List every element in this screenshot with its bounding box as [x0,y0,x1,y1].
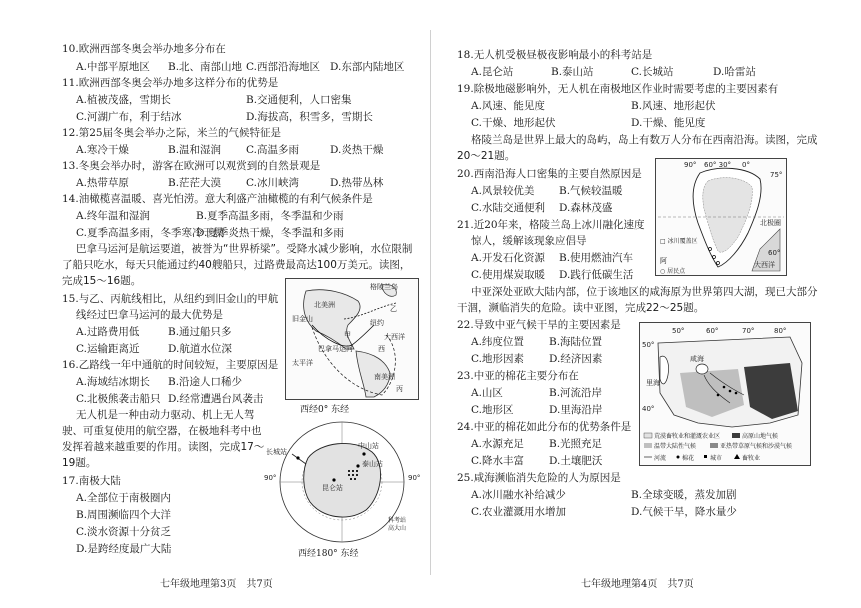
label-50-lat: 50° [642,341,655,349]
label-0: 0° [742,161,750,169]
label-60-30: 60° 30° [704,161,732,169]
legend-station: 科考站 [388,517,407,524]
legend-cotton-icon [677,456,680,459]
label-60: 60° [706,327,719,335]
q15-option-d: D.航道水位深 [168,343,232,355]
aral-intro-line-2: 干涸，濒临消失的危险。读中亚图，完成22～25题。 [457,302,705,314]
label-kunlun: 昆仑站 [322,484,343,492]
legend-swatch-desert [644,433,652,438]
q15-option-b: B.通过船只多 [168,326,232,338]
q22-stem: 22.导致中亚气候干旱的主要因素是 [457,319,621,331]
drone-intro-line-1: 无人机是一种由动力驱动、机上无人驾 [76,409,255,421]
q16-option-a: A.海域结冰期长 [76,376,150,388]
legend-highland: 高原山地气候 [742,433,779,440]
label-route-bing: 丙 [396,385,403,393]
q21-stem-line-1: 21.近20年来，格陵兰岛上冰川融化速度 [457,219,645,231]
q12-option-a: A.寒冷干燥 [76,144,129,156]
panama-intro-line-3: 完成15～16题。 [62,275,142,287]
label-90-east: 90° [408,474,421,482]
q18-option-c: C.长城站 [631,66,674,78]
q18-option-a: A.昆仑站 [471,66,514,78]
station-changcheng-marker [296,456,299,459]
label-zhongshan: 中山站 [358,442,379,450]
q13-option-a: A.热带草原 [76,177,129,189]
q21-option-d: D.践行低碳生活 [559,269,634,281]
q22-option-c: C.地形因素 [471,353,524,365]
q13-option-b: B.茫茫大漠 [168,177,222,189]
legend-desert: 荒漠畜牧业和灌溉农业区 [654,433,721,440]
label-70: 70° [742,327,755,335]
label-a: 阿 [660,257,667,265]
label-changcheng: 长城站 [266,448,287,456]
q25-option-c: C.农业灌溉用水增加 [471,506,566,518]
q19-option-c: C.干燥、地形起伏 [471,117,556,129]
q25-stem: 25.咸海濒临消失危险的人为原因是 [457,472,621,484]
greenland-intro-line-1: 格陵兰岛是世界上最大的岛屿，岛上有数万人分布在西南沿海。读图，完成 [471,134,818,146]
antarctica-map-top-label: 西经0° 东经 [300,405,350,415]
page-footer-right: 七年级地理第4页 共7页 [581,579,694,590]
q25-option-d: D.气候干旱，降水量少 [631,506,737,518]
q19-stem: 19.除极地磁影响外，无人机在南极地区作业时需要考虑的主要因素有 [457,83,779,95]
q14-option-b: B.夏季高温多雨，冬季温和少雨 [196,210,344,222]
label-north-america: 北美洲 [314,301,335,309]
legend-river: 河流 [654,455,667,462]
q19-option-d: D.干燥、能见度 [631,117,706,129]
q10-option-b: B.北、南部山地 [168,61,243,73]
q15-stem-line-2: 线经过巴拿马运河的最大优势是 [76,309,223,321]
q16-stem: 16.乙路线一年中通航的时间较短，主要原因是 [62,359,279,371]
q10-option-d: D.东部内陆地区 [330,61,405,73]
q18-option-b: B.泰山站 [551,66,594,78]
station-taishan-marker [356,464,359,467]
q20-stem: 20.西南沿海人口密集的主要自然原因是 [457,168,642,180]
legend-livestock: 畜牧业 [742,455,761,462]
station-zhongshan-marker [362,452,365,455]
q17-option-b: B.周围濒临四个大洋 [76,509,172,521]
q15-stem-line-1: 15.与乙、丙航线相比，从纽约到旧金山的甲航 [62,293,279,305]
q10-option-a: A.中部平原地区 [76,61,150,73]
legend-swatch-subtropical [710,443,718,448]
q25-option-b: B.全球变暖，蒸发加剧 [631,489,737,501]
label-arctic-circle: 北极圈 [760,219,781,227]
q11-stem: 11.欧洲西部冬奥会举办地多这样分布的优势是 [62,77,279,89]
drone-intro-line-3: 发挥着越来越重要的作用。读图，完成17～ [62,441,265,453]
q14-option-a: A.终年温和湿润 [76,210,150,222]
q16-option-d: D.经常遭遇台风袭击 [168,393,264,405]
q17-option-d: D.是跨经度最广大陆 [76,543,172,555]
label-caspian-sea: 里海 [646,379,660,387]
label-taishan: 泰山站 [362,460,383,468]
label-route-yi: 乙 [390,305,397,313]
q25-option-a: A.冰川融水补给减少 [471,489,566,501]
q22-option-b: B.海陆位置 [549,336,603,348]
label-60: 60° [768,249,781,257]
legend-settlement: ○ 居民点 [660,268,686,275]
label-90-west: 90° [264,474,277,482]
q12-option-d: D.炎热干燥 [330,144,384,156]
q12-stem: 12.第25届冬奥会举办之际，米兰的气候特征是 [62,127,282,139]
q23-option-c: C.地形区 [471,404,514,416]
q18-option-d: D.哈雷站 [713,66,756,78]
page-footer-left: 七年级地理第3页 共7页 [160,579,273,590]
q15-option-a: A.过路费用低 [76,326,140,338]
q11-option-b: B.交通便利，人口密集 [246,94,352,106]
label-aral-sea: 咸海 [690,355,704,363]
q17-option-a: A.全部位于南极圈内 [76,492,171,504]
page-right [431,0,861,608]
label-50: 50° [672,327,685,335]
q12-option-b: B.温和湿润 [168,144,222,156]
aral-intro-line-1: 中亚深处亚欧大陆内部，位于该地区的咸海原为世界第四大湖，现已大部分 [471,286,818,298]
q19-option-b: B.风速、地形起伏 [631,100,716,112]
q13-option-d: D.热带丛林 [330,177,384,189]
q20-option-a: A.风景较优美 [471,185,535,197]
antarctica-map [262,418,422,546]
q13-stem: 13.冬奥会举办时，游客在欧洲可以观赏到的自然景观是 [62,160,321,172]
label-atlantic: 大西洋 [384,333,405,341]
q23-stem: 23.中亚的棉花主要分布在 [457,370,579,382]
q11-option-a: A.植被茂盛，雪期长 [76,94,171,106]
q20-option-d: D.森林茂盛 [559,202,613,214]
q24-option-d: D.土壤肥沃 [549,455,603,467]
legend-swatch-highland [732,433,740,438]
greenland-map [655,158,787,276]
q13-option-c: C.冰川峡湾 [246,177,299,189]
q24-option-c: C.降水丰富 [471,455,524,467]
central-asia-map [639,322,811,466]
label-new-york: 纽约 [370,319,384,327]
label-90: 90° [684,161,697,169]
q11-option-d: D.海拔高，积雪多，雪期长 [246,111,373,123]
q22-option-a: A.纬度位置 [471,336,524,348]
label-route-jia: 甲 [344,331,351,339]
q23-option-b: B.河流沿岸 [549,387,603,399]
q21-option-b: B.使用燃油汽车 [559,252,634,264]
q21-stem-line-2: 惊人，缓解该现象应倡导 [471,235,587,247]
legend-subtropical: 亚热带草原气候和沙漠气候 [720,443,793,450]
antarctica-landmass [304,443,381,517]
q14-stem: 14.油橄榄喜温暖、喜光怕涝。意大利盛产油橄榄的有利气候条件是 [62,193,373,205]
q23-option-d: D.里海沿岸 [549,404,603,416]
label-atlantic-ocean: 大西洋 [754,261,775,269]
q21-option-c: C.使用煤炭取暖 [471,269,545,281]
q15-option-c: C.运输距离近 [76,343,140,355]
legend-city-icon [704,455,707,458]
q16-option-c: C.北极熊袭击船只 [76,393,161,405]
label-xi: 西 [378,345,385,353]
q18-stem: 18.无人机受极昼极夜影响最小的科考站是 [457,49,653,61]
label-80: 80° [774,327,787,335]
q24-option-a: A.水源充足 [471,438,524,450]
drone-intro-line-2: 驶、可重复使用的航空器，在极地科考中也 [62,425,262,437]
q14-option-c: C.夏季高温多雨，冬季寒冷干燥 [76,227,224,239]
legend-swatch-temperate [644,443,652,448]
q19-option-a: A.风速、能见度 [471,100,545,112]
legend-livestock-icon [734,454,740,459]
legend-ice-cap: □ 冰川覆盖区 [660,238,698,245]
q17-option-c: C.淡水资源十分贫乏 [76,526,171,538]
q24-option-b: B.光照充足 [549,438,603,450]
q10-option-c: C.西部沿海地区 [246,61,320,73]
station-kunlun-marker [332,478,335,481]
aral-sea [696,364,708,374]
q16-option-b: B.沿途人口稀少 [168,376,243,388]
label-40-lat: 40° [642,405,655,413]
q14-option-d: D.夏季炎热干燥，冬季温和多雨 [196,227,344,239]
antarctica-map-bottom-label: 西经180° 东经 [298,549,359,559]
legend-temperate: 温带大陆性气候 [654,443,697,450]
label-panama-canal: 巴拿马运河 [318,345,353,353]
panama-routes-map [285,278,419,400]
q23-option-a: A.山区 [471,387,503,399]
panama-intro-line-1: 巴拿马运河是航运要道，被誉为“世界桥梁”。受降水减少影响，水位限制 [76,243,413,255]
q24-stem: 24.中亚的棉花如此分布的优势条件是 [457,421,632,433]
label-pacific: 太平洋 [292,359,313,367]
legend-city: 城市 [710,455,723,462]
panama-intro-line-2: 了船只吃水，每天只能通过约40艘船只，过路费最高达100万美元。读图， [62,259,411,271]
q12-option-c: C.高温多雨 [246,144,299,156]
q17-stem: 17.南极大陆 [62,475,121,487]
label-san-francisco: 旧金山 [292,315,313,323]
q22-option-d: D.经济因素 [549,353,603,365]
label-75: 75° [770,171,783,179]
legend-cotton: 棉花 [682,455,695,462]
greenland-intro-line-2: 20～21题。 [457,150,516,162]
q10-stem: 10.欧洲西部冬奥会举办地多分布在 [62,43,226,55]
q21-option-a: A.开发石化资源 [471,252,545,264]
q11-option-c: C.河湖广布，利于结冰 [76,111,182,123]
page-left [0,0,430,608]
drone-intro-line-4: 19题。 [62,457,97,469]
label-south-america: 南美洲 [374,373,395,381]
label-greenland: 格陵兰岛 [370,283,398,291]
q20-option-b: B.气候较温暖 [559,185,623,197]
q20-option-c: C.水陆交通便利 [471,202,545,214]
legend-mountain: 高大山 [388,525,407,532]
